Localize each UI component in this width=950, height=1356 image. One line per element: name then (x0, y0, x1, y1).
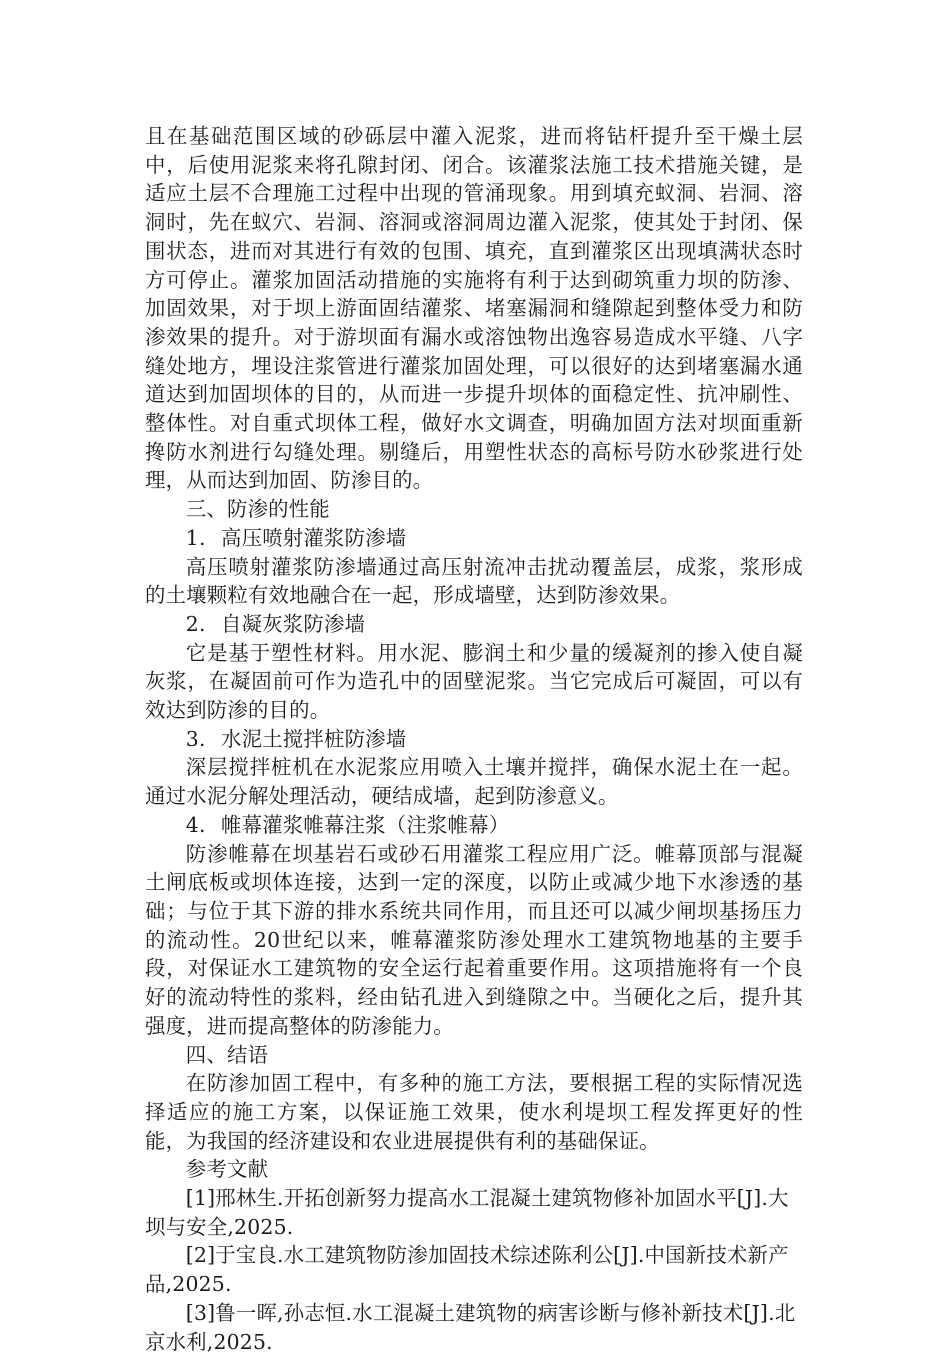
subsection-number: 1. (185, 525, 206, 550)
document-page (145, 122, 803, 1356)
subsection-title: 高压喷射灌浆防渗墙 (221, 525, 407, 550)
subsection-number: 2. (185, 611, 206, 636)
subsection-title: 帷幕灌浆帷幕注浆（注浆帷幕） (221, 812, 510, 837)
subsection-number: 4. (185, 812, 206, 837)
reference-item: [1]邢林生.开拓创新努力提高水工混凝土建筑物修补加固水平[J].大坝与安全,2025. (145, 1186, 789, 1239)
subsection-number: 3. (185, 726, 206, 751)
paragraph-grouting-method: 且在基础范围区域的砂砾层中灌入泥浆，进而将钻杆提升至干燥土层中，后使用泥浆来将孔隙封闭、闭合。该灌浆法施工技术措施关键，是适应土层不合理施工过程中出现的管涌现象。用到填充蚁洞、岩洞、溶洞时，先在蚁穴、岩洞、溶洞或溶洞周边灌入泥浆，使其处于封闭、保围状态，进而对其进行有效的包围、填充，直到灌浆区出现填满状态时方可停止。灌浆加固活动措施的实施将有利于达到砌筑重力坝的防渗、加固效果，对于坝上游面固结灌浆、堵塞漏洞和缝隙起到整体受力和防渗效果的提升。对于游坝面有漏水或溶蚀物出逸容易造成水平缝、八字缝处地方，埋设注浆管进行灌浆加固处理，可以很好的达到堵塞漏水通道达到加固坝体的目的，从而进一步提升坝体的面稳定性、抗冲刷性、整体性。对自重式坝体工程，做好水文调查，明确加固方法对坝面重新搀防水剂进行勾缝处理。剔缝后，用塑性状态的高标号防水砂浆进行处理，从而达到加固、防渗目的。 (145, 124, 803, 493)
subsection-title: 自凝灰浆防渗墙 (221, 611, 366, 636)
reference-item: [2]于宝良.水工建筑物防渗加固技术综述陈利公[J].中国新技术新产品,2025. (145, 1243, 789, 1297)
paragraph-cement-soil-pile: 深层搅拌桩机在水泥浆应用喷入土壤并搅拌，确保水泥土在一起。通过水泥分解处理活动，硬结成墙，起到防渗意义。 (145, 755, 803, 809)
subsection-heading-1 (145, 524, 803, 553)
references-heading: 参考文献 (185, 1157, 269, 1182)
section-heading-performance: 三、防渗的性能 (185, 497, 330, 522)
subsection-title: 水泥土搅拌桩防渗墙 (221, 726, 407, 751)
reference-item: [3]鲁一晖,孙志恒.水工混凝土建筑物的病害诊断与修补新技术[J].北京水利,2025. (145, 1300, 796, 1354)
paragraph-conclusion: 在防渗加固工程中，有多种的施工方法，要根据工程的实际情况选择适应的施工方案，以保证施工效果，使水利堤坝工程发挥更好的性能，为我国的经济建设和农业进展提供有利的基础保证。 (145, 1071, 803, 1153)
section-heading-conclusion: 四、结语 (185, 1042, 269, 1067)
paragraph-self-hardening-slurry: 它是基于塑性材料。用水泥、膨润土和少量的缓凝剂的掺入使自凝灰浆，在凝固前可作为造孔中的固壁泥浆。当它完成后可凝固，可以有效达到防渗的目的。 (145, 640, 803, 723)
paragraph-high-pressure-jet: 高压喷射灌浆防渗墙通过高压射流冲击扰动覆盖层，成浆，浆形成的土壤颗粒有效地融合在一起，形成墙壁，达到防渗效果。 (145, 554, 803, 608)
subsection-heading-2 (145, 610, 803, 639)
subsection-heading-4 (145, 811, 803, 840)
subsection-heading-3 (145, 725, 803, 754)
paragraph-curtain-grouting: 防渗帷幕在坝基岩石或砂石用灌浆工程应用广泛。帷幕顶部与混凝土闸底板或坝体连接，达到一定的深度，以防止或减少地下水渗透的基础；与位于其下游的排水系统共同作用，而且还可以减少闸坝基扬压力的流动性。20世纪以来，帷幕灌浆防渗处理水工建筑物地基的主要手段，对保证水工建筑物的安全运行起着重要作用。这项措施将有一个良好的流动特性的浆料，经由钻孔进入到缝隙之中。当硬化之后，提升其强度，进而提高整体的防渗能力。 (145, 841, 803, 1038)
